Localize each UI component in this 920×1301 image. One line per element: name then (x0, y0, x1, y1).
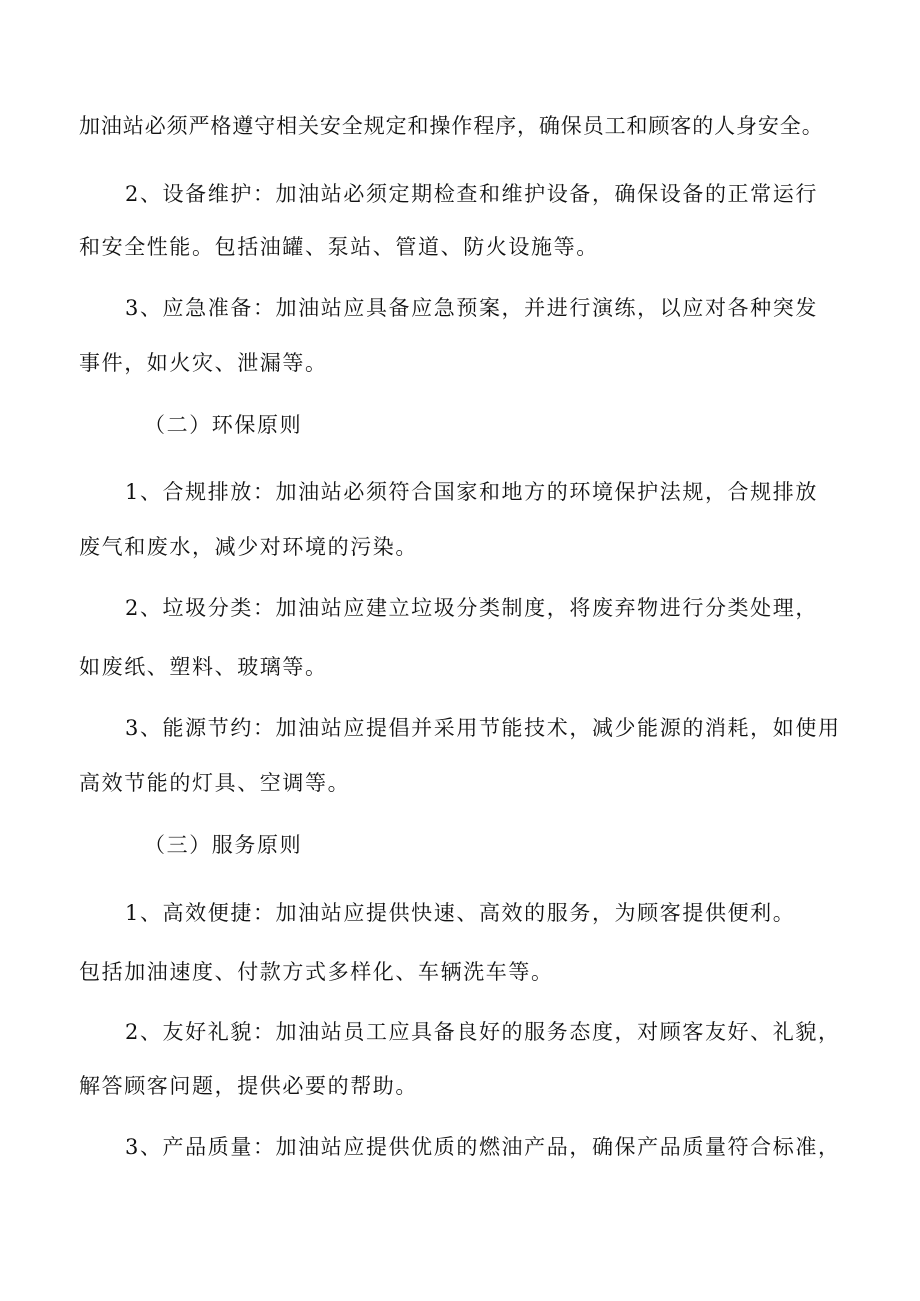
text-line: 加油站必须严格遵守相关安全规定和操作程序，确保员工和顾客的人身安全。 (79, 114, 824, 138)
text-line: 2、设备维护：加油站必须定期检查和维护设备，确保设备的正常运行 (125, 182, 818, 206)
text-line: 3、应急准备：加油站应具备应急预案，并进行演练，以应对各种突发 (125, 296, 818, 320)
section-heading: （二）环保原则 (144, 413, 303, 437)
text-line: 解答顾客问题，提供必要的帮助。 (79, 1074, 418, 1098)
text-line: 3、能源节约：加油站应提倡并采用节能技术，减少能源的消耗，如使用 (125, 716, 841, 740)
text-line: 高效节能的灯具、空调等。 (79, 771, 351, 795)
text-line: 事件，如火灾、泄漏等。 (79, 351, 328, 375)
text-line: 2、垃圾分类：加油站应建立垃圾分类制度，将废弃物进行分类处理， (125, 596, 818, 620)
text-line: 如废纸、塑料、玻璃等。 (79, 655, 328, 679)
text-line: 1、合规排放：加油站必须符合国家和地方的环境保护法规，合规排放 (125, 480, 818, 504)
text-line: 2、友好礼貌：加油站员工应具备良好的服务态度，对顾客友好、礼貌， (125, 1020, 841, 1044)
text-line: 废气和废水，减少对环境的污染。 (79, 535, 418, 559)
section-heading: （三）服务原则 (144, 833, 303, 857)
text-line: 3、产品质量：加油站应提供优质的燃油产品，确保产品质量符合标准， (125, 1135, 841, 1159)
text-line: 1、高效便捷：加油站应提供快速、高效的服务，为顾客提供便利。 (125, 901, 796, 925)
text-line: 和安全性能。包括油罐、泵站、管道、防火设施等。 (79, 235, 599, 259)
text-line: 包括加油速度、付款方式多样化、车辆洗车等。 (79, 960, 554, 984)
